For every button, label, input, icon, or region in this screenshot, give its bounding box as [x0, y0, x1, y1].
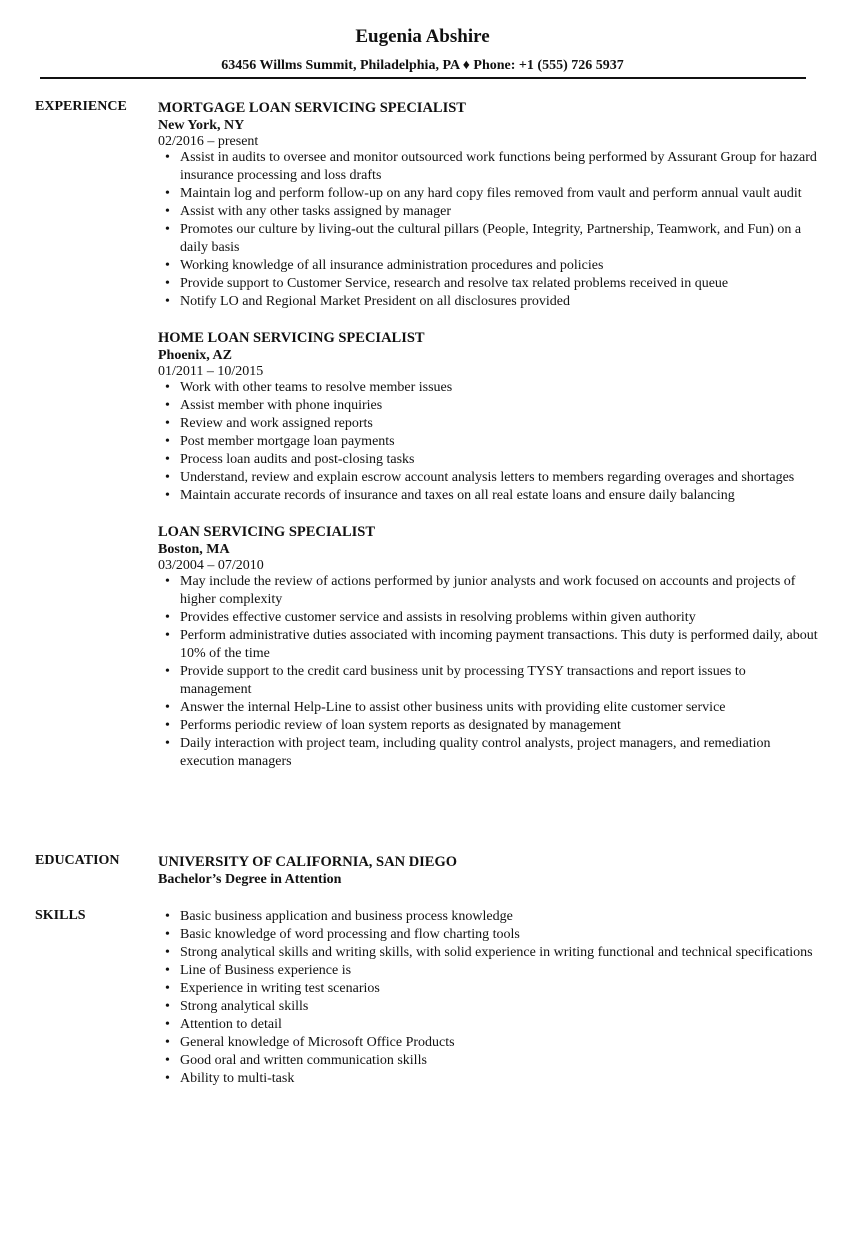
bullet-item: • Maintain log and perform follow-up on any hard copy files removed from vault and perform annual vault audit	[180, 185, 818, 203]
bullet-item: • May include the review of actions performed by junior analysts and work focused on accounts and projects of higher complexity	[180, 573, 818, 609]
bullet-item: • Working knowledge of all insurance administration procedures and policies	[180, 257, 818, 275]
bullet-item: • Daily interaction with project team, including quality control analysts, project managers, and remediation execution managers	[180, 735, 818, 771]
job-title: LOAN SERVICING SPECIALIST	[158, 524, 376, 540]
experience-label: EXPERIENCE	[35, 99, 127, 114]
contact-line: 63456 Willms Summit, Philadelphia, PA ♦ Phone: +1 (555) 726 5937	[221, 58, 624, 73]
skills-list	[158, 908, 818, 1088]
education-label: EDUCATION	[35, 853, 120, 868]
bullet-item: • Maintain accurate records of insurance and taxes on all real estate loans and ensure daily balancing	[180, 487, 818, 505]
skill-item: • General knowledge of Microsoft Office Products	[180, 1034, 818, 1052]
job-entry	[158, 329, 818, 505]
job-dates: 01/2011 – 10/2015	[158, 364, 264, 379]
bullet-item: • Work with other teams to resolve member issues	[180, 379, 818, 397]
bullet-item: • Review and work assigned reports	[180, 415, 818, 433]
job-location: New York, NY	[158, 118, 245, 133]
job-location: Boston, MA	[158, 542, 230, 557]
bullet-item: • Understand, review and explain escrow account analysis letters to members regarding overages and shortages	[180, 469, 818, 487]
skill-item: • Line of Business experience is	[180, 962, 818, 980]
bullet-item: • Provide support to the credit card business unit by processing TYSY transactions and report issues to management	[180, 663, 818, 699]
bullet-item: • Promotes our culture by living-out the cultural pillars (People, Integrity, Partnership, Teamwork, and Fun) on a daily basis	[180, 221, 818, 257]
skills-column	[158, 908, 818, 1088]
skill-item: • Strong analytical skills	[180, 998, 818, 1016]
experience-column	[158, 99, 818, 789]
skill-item: • Ability to multi-task	[180, 1070, 818, 1088]
bullet-item: • Assist with any other tasks assigned by manager	[180, 203, 818, 221]
skill-item: • Strong analytical skills and writing skills, with solid experience in writing functional and technical specifications	[180, 944, 818, 962]
job-location: Phoenix, AZ	[158, 348, 232, 363]
bullet-item: • Provides effective customer service and assists in resolving problems within given authority	[180, 609, 818, 627]
bullet-item: • Perform administrative duties associated with incoming payment transactions. This duty is performed daily, about 10% of the time	[180, 627, 818, 663]
job-bullets	[158, 379, 818, 505]
skill-item: • Basic knowledge of word processing and flow charting tools	[180, 926, 818, 944]
job-entry	[158, 99, 818, 311]
degree: Bachelor’s Degree in Attention	[158, 872, 342, 887]
skills-label: SKILLS	[35, 908, 86, 923]
job-entry	[158, 523, 818, 771]
school-name: UNIVERSITY OF CALIFORNIA, SAN DIEGO	[158, 854, 458, 870]
bullet-item: • Provide support to Customer Service, research and resolve tax related problems received in queue	[180, 275, 818, 293]
bullet-item: • Answer the internal Help-Line to assist other business units with providing elite customer service	[180, 699, 818, 717]
bullet-item: • Process loan audits and post-closing tasks	[180, 451, 818, 469]
header-divider	[40, 77, 806, 79]
job-bullets	[158, 573, 818, 771]
job-title: MORTGAGE LOAN SERVICING SPECIALIST	[158, 100, 466, 116]
job-dates: 03/2004 – 07/2010	[158, 558, 264, 573]
skill-item: • Good oral and written communication skills	[180, 1052, 818, 1070]
bullet-item: • Performs periodic review of loan system reports as designated by management	[180, 717, 818, 735]
skill-item: • Attention to detail	[180, 1016, 818, 1034]
education-column	[158, 853, 818, 889]
job-title: HOME LOAN SERVICING SPECIALIST	[158, 330, 425, 346]
bullet-item: • Assist in audits to oversee and monitor outsourced work functions being performed by Assurant Group for hazard insurance processing and loss drafts	[180, 149, 818, 185]
bullet-item: • Assist member with phone inquiries	[180, 397, 818, 415]
resume-name: Eugenia Abshire	[355, 26, 490, 47]
skill-item: • Basic business application and business process knowledge	[180, 908, 818, 926]
job-bullets	[158, 149, 818, 311]
job-dates: 02/2016 – present	[158, 134, 259, 149]
bullet-item: • Post member mortgage loan payments	[180, 433, 818, 451]
skill-item: • Experience in writing test scenarios	[180, 980, 818, 998]
bullet-item: • Notify LO and Regional Market President on all disclosures provided	[180, 293, 818, 311]
